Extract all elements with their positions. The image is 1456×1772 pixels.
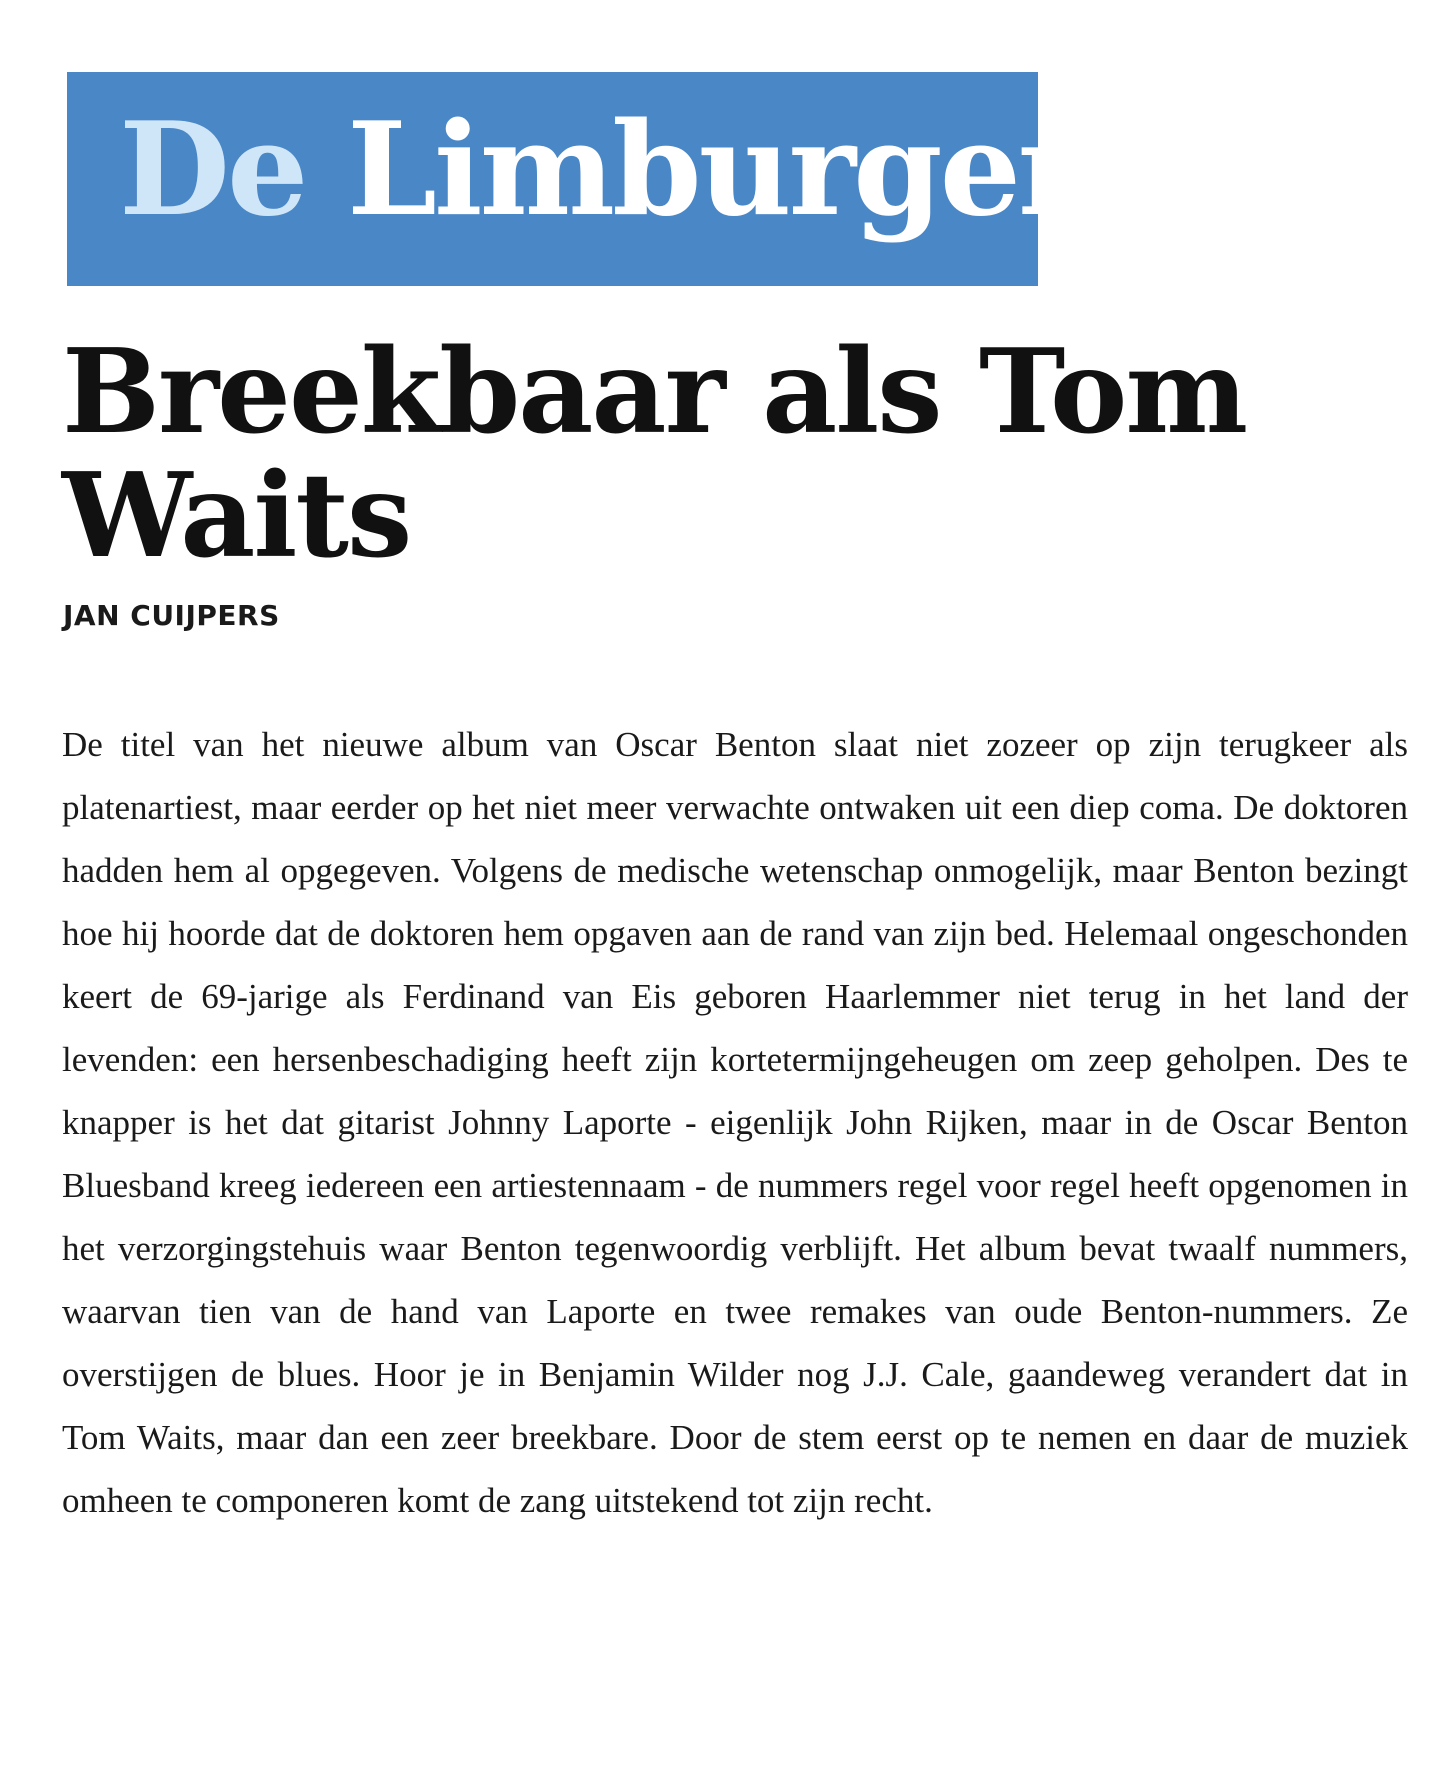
masthead-prefix: De [119, 95, 306, 245]
article-byline: JAN CUIJPERS [63, 599, 280, 632]
masthead-logo [67, 72, 1083, 286]
masthead-name: Limburger [347, 95, 1083, 245]
masthead-title [119, 90, 1082, 250]
article-headline: Breekbaar als Tom Waits [62, 324, 1247, 584]
article-body: De titel van het nieuwe album van Oscar Benton slaat niet zozeer op zijn terugkeer als platenartiest, maar eerder op het niet meer verwachte ontwaken uit een diep coma. De doktoren hadden hem al opgegeven. Volgens de medische wetenschap onmogelijk, maar Benton bezingt hoe hij hoorde dat de doktoren hem opgaven aan de rand van zijn bed. Helemaal ongeschonden keert de 69-jarige als Ferdinand van Eis geboren Haarlemmer niet terug in het land der levenden: een hersenbeschadiging heeft zijn kortetermijngeheugen om zeep geholpen. Des te knapper is het dat gitarist Johnny Laporte - eigenlijk John Rijken, maar in de Oscar Benton Bluesband kreeg iedereen een artiestennaam - de nummers regel voor regel heeft opgenomen in het verzorgingstehuis waar Benton tegenwoordig verblijft. Het album bevat twaalf nummers, waarvan tien van de hand van Laporte en twee remakes van oude Benton-nummers. Ze overstijgen de blues. Hoor je in Benjamin Wilder nog J.J. Cale, gaandeweg verandert dat in Tom Waits, maar dan een zeer breekbare. Door de stem eerst op te nemen en daar de muziek omheen te componeren komt de zang uitstekend tot zijn recht. [62, 725, 1408, 1520]
